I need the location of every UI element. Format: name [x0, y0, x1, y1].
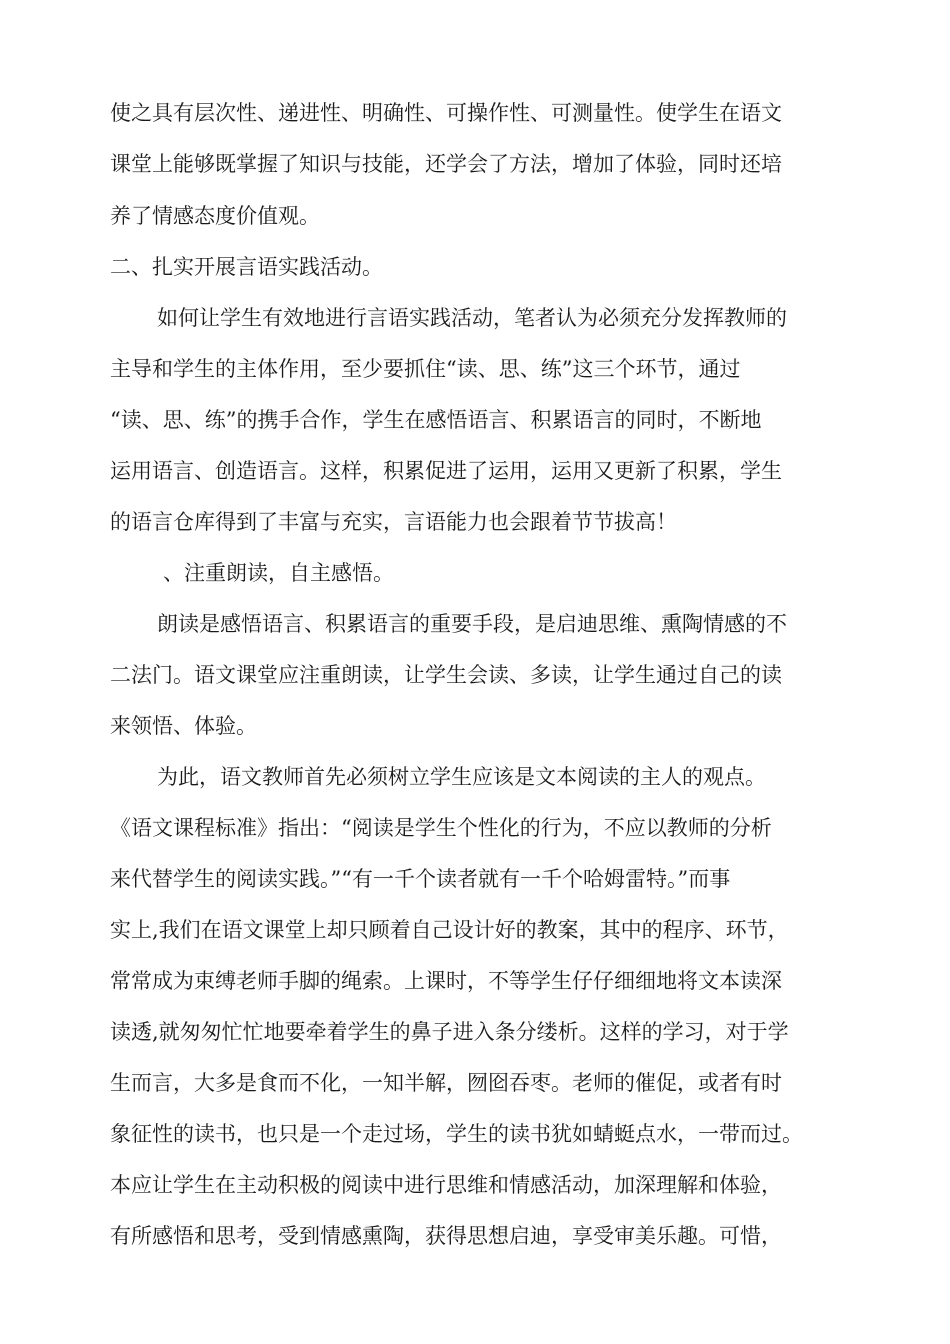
text-line: 的语言仓库得到了丰富与充实，言语能力也会跟着节节拔高！	[110, 510, 677, 534]
text-line: 朗读是感悟语言、积累语言的重要手段，是启迪思维、熏陶情感的不	[157, 612, 787, 636]
text-line: 主导和学生的主体作用，至少要抓住“读、思、练”这三个环节，通过	[110, 357, 741, 381]
text-line: 来代替学生的阅读实践。”“有一千个读者就有一千个哈姆雷特。”而事	[110, 867, 731, 891]
text-line: 《语文课程标准》指出：“阅读是学生个性化的行为，不应以教师的分析	[110, 816, 772, 840]
text-line: 本应让学生在主动积极的阅读中进行思维和情感活动，加深理解和体验，	[110, 1173, 782, 1197]
text-line: 常常成为束缚老师手脚的绳索。上课时，不等学生仔仔细细地将文本读深	[110, 969, 782, 993]
text-line: “读、思、练”的携手合作，学生在感悟语言、积累语言的同时，不断地	[110, 408, 762, 432]
text-line: 二法门。语文课堂应注重朗读，让学生会读、多读，让学生通过自己的读	[110, 663, 782, 687]
text-line: 象征性的读书，也只是一个走过场，学生的读书犹如蜻蜓点水，一带而过。	[110, 1122, 803, 1146]
text-line: 读透,就匆匆忙忙地要牵着学生的鼻子进入条分缕析。这样的学习，对于学	[110, 1020, 789, 1044]
text-line: 来领悟、体验。	[110, 714, 257, 738]
text-line: 如何让学生有效地进行言语实践活动，笔者认为必须充分发挥教师的	[157, 306, 787, 330]
text-line: 使之具有层次性、递进性、明确性、可操作性、可测量性。使学生在语文	[110, 101, 782, 125]
text-line: 有所感悟和思考，受到情感熏陶，获得思想启迪，享受审美乐趣。可惜，	[110, 1224, 782, 1248]
subsection-heading: 、注重朗读，自主感悟。	[163, 561, 394, 585]
text-line: 运用语言、创造语言。这样，积累促进了运用，运用又更新了积累，学生	[110, 459, 782, 483]
text-line: 实上,我们在语文课堂上却只顾着自己设计好的教案，其中的程序、环节，	[110, 918, 789, 942]
section-heading: 二、扎实开展言语实践活动。	[110, 255, 383, 279]
text-line: 生而言，大多是食而不化，一知半解，囫囵吞枣。老师的催促，或者有时	[110, 1071, 782, 1095]
text-line: 为此，语文教师首先必须树立学生应该是文本阅读的主人的观点。	[157, 765, 766, 789]
text-line: 课堂上能够既掌握了知识与技能，还学会了方法，增加了体验，同时还培	[110, 152, 782, 176]
text-line: 养了情感态度价值观。	[110, 204, 320, 228]
